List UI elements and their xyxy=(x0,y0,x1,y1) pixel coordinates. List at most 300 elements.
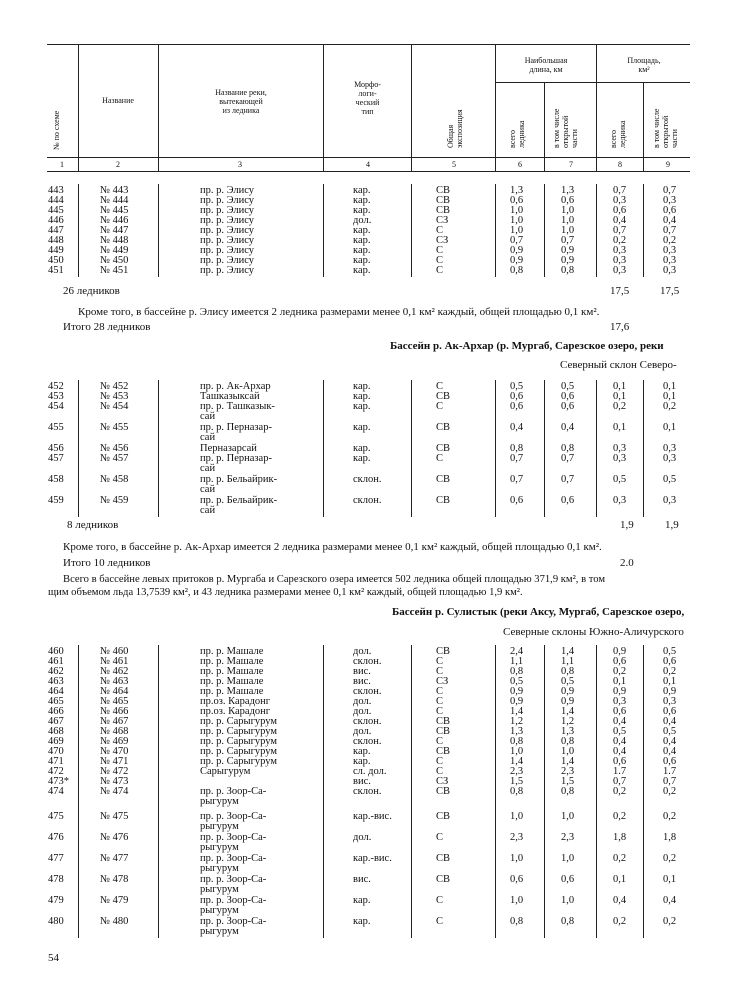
column-rule xyxy=(323,380,324,517)
header-col8: всего ледника xyxy=(609,120,627,148)
table-cell: вис. xyxy=(353,666,371,677)
summary-area: 17,5 xyxy=(660,285,680,297)
table-cell: № 462 xyxy=(100,666,129,677)
table-cell: С xyxy=(436,756,444,767)
table-cell: кар. xyxy=(353,255,371,266)
table-cell: 0,8 xyxy=(561,786,575,797)
table-cell: № 450 xyxy=(100,255,129,266)
table-cell: пр. р. Перназар- xyxy=(200,453,272,464)
table-cell: 465 xyxy=(48,696,64,707)
table-cell: 472 xyxy=(48,766,64,777)
table-cell: 0,2 xyxy=(613,666,627,677)
table-cell: 0,3 xyxy=(613,696,627,707)
table-cell: 0,6 xyxy=(510,195,524,206)
table-cell: 0,4 xyxy=(663,716,677,727)
table-cell: 2,3 xyxy=(510,832,524,843)
table-cell: 0,9 xyxy=(613,646,627,657)
table-cell: 0,1 xyxy=(613,391,627,402)
table-cell: 0,6 xyxy=(510,874,524,885)
table-cell: 1,0 xyxy=(510,215,524,226)
table-cell: 0,3 xyxy=(613,245,627,256)
header-mid-rule xyxy=(47,157,690,158)
table-cell: 458 xyxy=(48,474,64,485)
table-cell: склон. xyxy=(353,474,382,485)
table-cell: С xyxy=(436,696,444,707)
table-cell: кар. xyxy=(353,756,371,767)
table-cell: 1,3 xyxy=(510,185,524,196)
summary-total: Итого 28 ледников xyxy=(63,321,151,333)
table-cell: 447 xyxy=(48,225,64,236)
table-cell: пр. р. Элису xyxy=(200,195,255,206)
table-cell: 0,3 xyxy=(663,443,677,454)
table-cell: 0,9 xyxy=(561,696,575,707)
table-cell: № 455 xyxy=(100,422,129,433)
table-cell: 0,6 xyxy=(561,874,575,885)
table-cell: дол. xyxy=(353,215,372,226)
table-cell: № 470 xyxy=(100,746,129,757)
table-cell: № 466 xyxy=(100,706,129,717)
table-cell: 1,0 xyxy=(510,811,524,822)
table-cell: № 467 xyxy=(100,716,129,727)
table-cell: 0,1 xyxy=(663,422,677,433)
table-cell: рыгурум xyxy=(200,842,239,853)
col-number: 8 xyxy=(618,160,622,169)
table-cell: № 473 xyxy=(100,776,129,787)
table-cell: пр. р. Сарыгурум xyxy=(200,756,278,767)
header-divider xyxy=(596,44,597,171)
table-cell: № 478 xyxy=(100,874,129,885)
header-col2: Название xyxy=(102,96,134,105)
table-cell: № 468 xyxy=(100,726,129,737)
basin-subtitle: Северный склон Северо- xyxy=(560,359,677,371)
table-cell: склон. xyxy=(353,716,382,727)
table-cell: 453 xyxy=(48,391,64,402)
table-cell: пр. р. Элису xyxy=(200,265,255,276)
summary-count: 26 ледников xyxy=(63,285,120,297)
table-cell: 0,9 xyxy=(510,686,524,697)
header-divider xyxy=(323,44,324,171)
column-rule xyxy=(78,645,79,938)
table-cell: № 474 xyxy=(100,786,129,797)
table-cell: сай xyxy=(200,432,216,443)
table-cell: кар. xyxy=(353,391,371,402)
basin-title: Бассейн р. Ак-Архар (р. Мургаб, Сарезское озеро, реки xyxy=(390,340,664,352)
table-cell: кар. xyxy=(353,381,371,392)
table-cell: № 443 xyxy=(100,185,129,196)
table-cell: кар. xyxy=(353,245,371,256)
column-rule xyxy=(495,184,496,277)
table-cell: 1,3 xyxy=(510,726,524,737)
table-cell: 0,6 xyxy=(613,756,627,767)
table-cell: 476 xyxy=(48,832,64,843)
table-cell: 0,1 xyxy=(613,422,627,433)
table-cell: пр. р. Машале xyxy=(200,666,264,677)
table-cell: № 461 xyxy=(100,656,129,667)
table-cell: 0,6 xyxy=(663,205,677,216)
table-cell: дол. xyxy=(353,726,372,737)
table-cell: 0,2 xyxy=(663,786,677,797)
table-cell: пр. р. Перназар- xyxy=(200,422,272,433)
column-rule xyxy=(643,184,644,277)
table-cell: 1,0 xyxy=(561,811,575,822)
summary-grand-note: Всего в бассейне левых притоков р. Мургаба и Сарезского озера имеется 502 ледника общей площадью 371,9 км², в том xyxy=(63,574,606,585)
table-cell: 0,4 xyxy=(613,716,627,727)
table-cell: № 444 xyxy=(100,195,129,206)
table-cell: 0,1 xyxy=(663,676,677,687)
table-cell: 474 xyxy=(48,786,64,797)
basin-subtitle: Северные склоны Южно-Аличурского xyxy=(503,626,684,638)
table-cell: 1,8 xyxy=(613,832,627,843)
table-cell: 475 xyxy=(48,811,64,822)
table-cell: 0,4 xyxy=(561,422,575,433)
table-cell: пр. р. Сарыгурум xyxy=(200,726,278,737)
table-cell: 0,7 xyxy=(663,225,677,236)
table-cell: 0,6 xyxy=(613,706,627,717)
table-cell: 0,3 xyxy=(613,195,627,206)
table-cell: 478 xyxy=(48,874,64,885)
table-cell: кар. xyxy=(353,746,371,757)
table-cell: пр. р. Зоор-Са- xyxy=(200,811,267,822)
table-cell: СВ xyxy=(436,474,451,485)
summary-note: Кроме того, в бассейне р. Элису имеется 2 ледника размерами менее 0,1 км² каждый, общей площадью 0,1 км². xyxy=(78,306,600,318)
table-cell: 469 xyxy=(48,736,64,747)
table-cell: 1,2 xyxy=(510,716,524,727)
column-rule xyxy=(643,380,644,517)
table-cell: № 464 xyxy=(100,686,129,697)
table-cell: пр. р. Машале xyxy=(200,646,264,657)
table-cell: № 477 xyxy=(100,853,129,864)
table-cell: № 480 xyxy=(100,916,129,927)
table-cell: 1,3 xyxy=(561,185,575,196)
table-cell: 0,4 xyxy=(613,736,627,747)
table-cell: 0,9 xyxy=(510,696,524,707)
table-cell: 1,0 xyxy=(510,205,524,216)
table-cell: 0,8 xyxy=(510,736,524,747)
table-cell: 0,3 xyxy=(663,495,677,506)
table-cell: 0,4 xyxy=(613,895,627,906)
table-cell: 0,2 xyxy=(613,401,627,412)
table-cell: СВ xyxy=(436,716,451,727)
column-rule xyxy=(596,184,597,277)
table-cell: 0,4 xyxy=(510,422,524,433)
table-cell: 1,5 xyxy=(510,776,524,787)
table-cell: 0,7 xyxy=(510,453,524,464)
table-cell: 0,3 xyxy=(613,265,627,276)
table-cell: СЗ xyxy=(436,676,449,687)
table-cell: 1,0 xyxy=(561,853,575,864)
table-cell: кар. xyxy=(353,195,371,206)
table-cell: кар. xyxy=(353,453,371,464)
table-cell: СВ xyxy=(436,726,451,737)
table-cell: вис. xyxy=(353,676,371,687)
table-cell: 0,7 xyxy=(613,185,627,196)
table-cell: 463 xyxy=(48,676,64,687)
table-cell: 477 xyxy=(48,853,64,864)
table-cell: пр. р. Бельайрик- xyxy=(200,495,278,506)
table-cell: 0,9 xyxy=(510,255,524,266)
table-cell: кар. xyxy=(353,235,371,246)
table-cell: кар. xyxy=(353,443,371,454)
table-cell: 0,5 xyxy=(663,726,677,737)
summary-area: 1,9 xyxy=(620,519,634,531)
table-cell: 0,7 xyxy=(510,474,524,485)
table-cell: 0,1 xyxy=(613,676,627,687)
table-cell: 0,3 xyxy=(613,453,627,464)
table-cell: 0,8 xyxy=(561,666,575,677)
table-cell: Сарыгурум xyxy=(200,766,251,777)
summary-area: 1,9 xyxy=(665,519,679,531)
table-cell: 0,7 xyxy=(561,474,575,485)
table-cell: 467 xyxy=(48,716,64,727)
table-cell: 1,0 xyxy=(510,225,524,236)
table-cell: С xyxy=(436,245,444,256)
table-cell: 0,6 xyxy=(613,656,627,667)
table-cell: 1,0 xyxy=(561,205,575,216)
table-cell: пр. р. Элису xyxy=(200,255,255,266)
table-cell: С xyxy=(436,656,444,667)
table-cell: 1,0 xyxy=(561,895,575,906)
header-col9: в том числе открытой части xyxy=(652,108,679,148)
table-cell: 0,3 xyxy=(663,265,677,276)
table-cell: 0,3 xyxy=(613,443,627,454)
header-col6: всего ледника xyxy=(508,120,526,148)
table-cell: 0,2 xyxy=(663,235,677,246)
table-cell: № 476 xyxy=(100,832,129,843)
table-cell: вис. xyxy=(353,874,371,885)
table-cell: 0,6 xyxy=(561,391,575,402)
column-rule xyxy=(158,645,159,938)
table-cell: Перназарсай xyxy=(200,443,257,454)
table-cell: 0,6 xyxy=(663,706,677,717)
table-cell: СВ xyxy=(436,646,451,657)
table-cell: № 469 xyxy=(100,736,129,747)
table-cell: № 452 xyxy=(100,381,129,392)
table-cell: 1,0 xyxy=(561,225,575,236)
table-cell: 0,2 xyxy=(613,853,627,864)
header-divider xyxy=(78,44,79,171)
table-cell: 1,8 xyxy=(663,832,677,843)
table-cell: № 457 xyxy=(100,453,129,464)
table-cell: 0,9 xyxy=(510,245,524,256)
table-cell: 1,1 xyxy=(510,656,524,667)
table-cell: 0,8 xyxy=(510,443,524,454)
table-cell: 0,2 xyxy=(663,916,677,927)
table-cell: С xyxy=(436,381,444,392)
col-number: 6 xyxy=(518,160,522,169)
table-cell: 0,8 xyxy=(510,786,524,797)
table-cell: 0,9 xyxy=(561,686,575,697)
column-rule xyxy=(158,184,159,277)
table-cell: 0,6 xyxy=(561,495,575,506)
table-cell: 1,3 xyxy=(561,726,575,737)
summary-total-area: 17,6 xyxy=(610,321,630,333)
column-rule xyxy=(411,645,412,938)
table-cell: 0,2 xyxy=(613,916,627,927)
summary-area: 17,5 xyxy=(610,285,630,297)
table-cell: 468 xyxy=(48,726,64,737)
table-cell: 0,6 xyxy=(561,195,575,206)
table-cell: 473* xyxy=(48,776,69,787)
table-cell: 0,3 xyxy=(663,453,677,464)
table-cell: пр. р. Зоор-Са- xyxy=(200,832,267,843)
table-cell: 0,4 xyxy=(663,746,677,757)
table-cell: 0,3 xyxy=(613,255,627,266)
table-cell: 0,8 xyxy=(510,666,524,677)
table-cell: пр. р. Сарыгурум xyxy=(200,716,278,727)
table-cell: № 471 xyxy=(100,756,129,767)
table-cell: 0,8 xyxy=(510,265,524,276)
table-cell: 451 xyxy=(48,265,64,276)
table-cell: 446 xyxy=(48,215,64,226)
table-cell: кар. xyxy=(353,225,371,236)
table-cell: 1,5 xyxy=(561,776,575,787)
table-cell: 0,6 xyxy=(510,391,524,402)
table-cell: 0,7 xyxy=(613,225,627,236)
table-cell: 0,5 xyxy=(510,381,524,392)
table-cell: вис. xyxy=(353,776,371,787)
table-cell: 470 xyxy=(48,746,64,757)
table-cell: 1,4 xyxy=(510,706,524,717)
table-cell: № 454 xyxy=(100,401,129,412)
table-cell: 0,1 xyxy=(663,381,677,392)
table-cell: пр. р. Элису xyxy=(200,215,255,226)
col-number: 1 xyxy=(60,160,64,169)
table-cell: СЗ xyxy=(436,215,449,226)
table-cell: 0,7 xyxy=(613,776,627,787)
table-cell: 444 xyxy=(48,195,64,206)
table-cell: пр. р. Ак-Архар xyxy=(200,381,271,392)
table-cell: 0,3 xyxy=(663,195,677,206)
table-cell: пр. р. Машале xyxy=(200,656,264,667)
table-cell: 0,9 xyxy=(561,255,575,266)
column-rule xyxy=(544,645,545,938)
table-cell: пр. р. Бельайрик- xyxy=(200,474,278,485)
table-cell: С xyxy=(436,832,444,843)
table-cell: 0,7 xyxy=(510,235,524,246)
table-cell: 0,7 xyxy=(561,235,575,246)
table-cell: кар. xyxy=(353,895,371,906)
table-cell: № 447 xyxy=(100,225,129,236)
table-cell: 0,1 xyxy=(663,391,677,402)
header-group-rule xyxy=(495,82,690,83)
col-number: 3 xyxy=(238,160,242,169)
column-rule xyxy=(544,380,545,517)
header-col7: в том числе открытой части xyxy=(552,108,579,148)
table-cell: Ташказыксай xyxy=(200,391,260,402)
table-cell: 0,2 xyxy=(663,853,677,864)
table-cell: СВ xyxy=(436,205,451,216)
table-cell: 479 xyxy=(48,895,64,906)
table-cell: С xyxy=(436,255,444,266)
table-cell: кар. xyxy=(353,916,371,927)
table-cell: 2,3 xyxy=(561,766,575,777)
table-cell: 2,4 xyxy=(510,646,524,657)
table-cell: С xyxy=(436,895,444,906)
table-cell: кар. xyxy=(353,422,371,433)
table-cell: 0,6 xyxy=(510,495,524,506)
col-number: 5 xyxy=(452,160,456,169)
table-cell: 445 xyxy=(48,205,64,216)
table-cell: 0,2 xyxy=(613,786,627,797)
table-cell: рыгурум xyxy=(200,884,239,895)
table-cell: 1,1 xyxy=(561,656,575,667)
table-cell: 0,1 xyxy=(613,874,627,885)
table-cell: дол. xyxy=(353,706,372,717)
table-cell: 0,9 xyxy=(663,686,677,697)
table-cell: склон. xyxy=(353,786,382,797)
table-cell: пр. р. Элису xyxy=(200,205,255,216)
table-cell: кар. xyxy=(353,401,371,412)
col-number: 7 xyxy=(569,160,573,169)
column-rule xyxy=(323,184,324,277)
table-cell: СВ xyxy=(436,422,451,433)
table-cell: 0,3 xyxy=(663,255,677,266)
table-cell: С xyxy=(436,686,444,697)
table-cell: С xyxy=(436,666,444,677)
table-cell: пр. р. Элису xyxy=(200,235,255,246)
table-cell: 0,4 xyxy=(613,746,627,757)
table-cell: 471 xyxy=(48,756,64,767)
table-cell: пр. р. Зоор-Са- xyxy=(200,895,267,906)
table-cell: дол. xyxy=(353,832,372,843)
table-cell: С xyxy=(436,265,444,276)
table-cell: пр. р. Зоор-Са- xyxy=(200,916,267,927)
column-rule xyxy=(78,184,79,277)
table-cell: 0,9 xyxy=(613,686,627,697)
table-cell: 0,2 xyxy=(663,811,677,822)
table-cell: С xyxy=(436,453,444,464)
table-cell: кар. xyxy=(353,265,371,276)
table-cell: рыгурум xyxy=(200,796,239,807)
table-cell: СВ xyxy=(436,874,451,885)
table-cell: 454 xyxy=(48,401,64,412)
table-cell: рыгурум xyxy=(200,821,239,832)
table-cell: 0,9 xyxy=(561,245,575,256)
column-rule xyxy=(596,380,597,517)
column-rule xyxy=(544,184,545,277)
header-divider xyxy=(544,82,545,171)
header-divider xyxy=(643,82,644,171)
table-cell: 1,0 xyxy=(561,215,575,226)
table-cell: сл. дол. xyxy=(353,766,387,777)
table-cell: 0,6 xyxy=(561,401,575,412)
table-cell: 0,5 xyxy=(561,381,575,392)
column-rule xyxy=(495,380,496,517)
table-cell: сай xyxy=(200,484,216,495)
table-cell: № 445 xyxy=(100,205,129,216)
table-cell: 0,7 xyxy=(663,185,677,196)
table-cell: С xyxy=(436,766,444,777)
column-rule xyxy=(158,380,159,517)
table-cell: 0,7 xyxy=(561,453,575,464)
table-cell: 0,1 xyxy=(663,874,677,885)
col-number: 2 xyxy=(116,160,120,169)
table-cell: № 459 xyxy=(100,495,129,506)
table-cell: СВ xyxy=(436,786,451,797)
header-length-group: Наибольшая длина, км xyxy=(524,56,568,74)
table-cell: СЗ xyxy=(436,235,449,246)
table-cell: пр.оз. Карадонг xyxy=(200,706,271,717)
table-cell: С xyxy=(436,401,444,412)
table-cell: СВ xyxy=(436,853,451,864)
header-divider xyxy=(411,44,412,171)
header-divider xyxy=(495,44,496,171)
table-cell: 0,2 xyxy=(663,401,677,412)
column-rule xyxy=(495,645,496,938)
table-cell: 0,8 xyxy=(561,736,575,747)
table-cell: 0,4 xyxy=(663,736,677,747)
table-cell: пр. р. Машале xyxy=(200,676,264,687)
